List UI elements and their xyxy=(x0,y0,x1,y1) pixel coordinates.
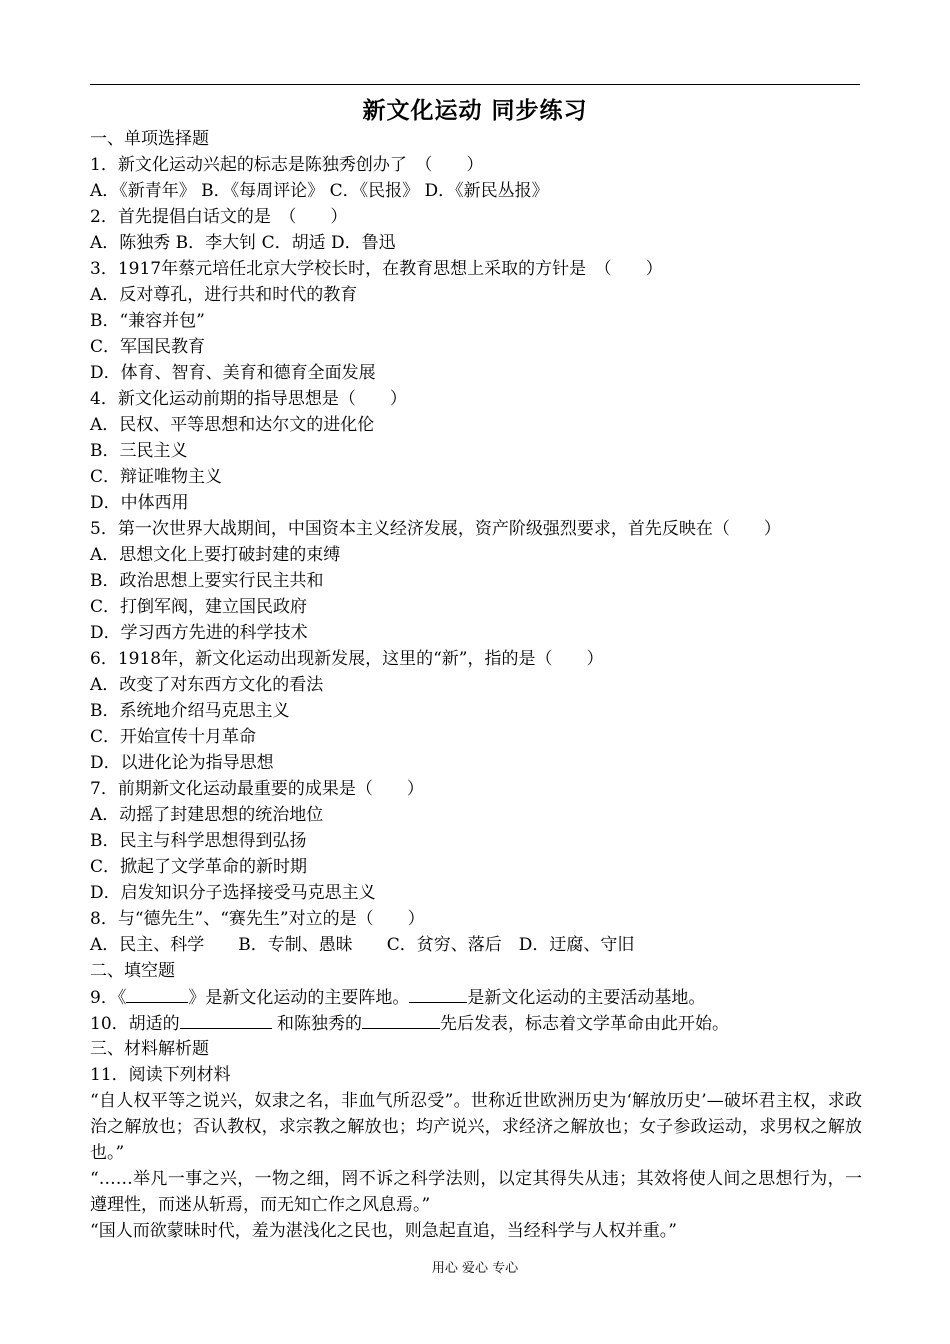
question-6-stem: 6．1918年，新文化运动出现新发展，这里的“新”，指的是（ ） xyxy=(90,649,604,669)
material-paragraph-1: “自人权平等之说兴，奴隶之名，非血气所忍受”。世称近世欧洲历史为‘解放历史’—破坏君主权，求政治之解放也；否认教权，求宗教之解放也；均产说兴，求经济之解放也；女子参政运动，求男权之解放也。” xyxy=(90,1091,862,1163)
question-3-option-c: C．军国民教育 xyxy=(90,337,206,357)
question-4-option-b: B．三民主义 xyxy=(90,441,188,461)
question-10 xyxy=(90,1010,862,1036)
question-1-options: A．《新青年》 B．《每周评论》 C．《民报》 D．《新民丛报》 xyxy=(90,181,549,201)
question-4-stem: 4．新文化运动前期的指导思想是（ ） xyxy=(90,389,407,409)
question-5-option-d: D．学习西方先进的科学技术 xyxy=(90,623,308,643)
question-6-option-a: A．改变了对东西方文化的看法 xyxy=(90,675,324,695)
question-9-text-a: 9．《 xyxy=(90,988,127,1008)
material-paragraph-2: “……举凡一事之兴，一物之细，罔不诉之科学法则，以定其得失从违；其效将使人间之思想行为，一遵理性，而迷从斩焉，而无知亡作之风息焉。” xyxy=(90,1169,862,1215)
document-body xyxy=(90,126,862,1244)
question-4-option-d: D．中体西用 xyxy=(90,493,189,513)
question-5-option-a: A．思想文化上要打破封建的束缚 xyxy=(90,545,341,565)
question-10-text-c: 先后发表，标志着文学革命由此开始。 xyxy=(440,1014,730,1034)
question-3-option-d: D．体育、智育、美育和德育全面发展 xyxy=(90,363,376,383)
question-9 xyxy=(90,984,862,1010)
question-2-stem: 2．首先提倡白话文的是 （ ） xyxy=(90,207,348,227)
question-4-option-a: A．民权、平等思想和达尔文的进化伦 xyxy=(90,415,375,435)
material-paragraph-3: “国人而欲蒙昧时代，羞为湛浅化之民也，则急起直追，当经科学与人权并重。” xyxy=(90,1221,677,1241)
question-7-stem: 7．前期新文化运动最重要的成果是（ ） xyxy=(90,779,424,799)
question-7-option-a: A．动摇了封建思想的统治地位 xyxy=(90,805,324,825)
question-9-text-c: 是新文化运动的主要活动基地。 xyxy=(467,988,706,1008)
question-7-option-b: B．民主与科学思想得到弘扬 xyxy=(90,831,307,851)
question-3-stem: 3．1917年蔡元培任北京大学校长时，在教育思想上采取的方针是 （ ） xyxy=(90,259,663,279)
question-10-text-a: 10．胡适的 xyxy=(90,1014,180,1034)
question-6-option-c: C．开始宣传十月革命 xyxy=(90,727,257,747)
page-title: 新文化运动 同步练习 xyxy=(362,98,588,124)
section-heading-single-choice: 一、单项选择题 xyxy=(90,129,209,149)
question-8-options: A．民主、科学 B．专制、愚昧 C．贫穷、落后 D．迂腐、守旧 xyxy=(90,935,635,955)
question-2-options: A．陈独秀 B．李大钊 C．胡适 D．鲁迅 xyxy=(90,233,396,253)
question-7-option-c: C．掀起了文学革命的新时期 xyxy=(90,857,308,877)
question-8-stem: 8．与“德先生”、“赛先生”对立的是（ ） xyxy=(90,909,425,929)
question-9-blank-2[interactable] xyxy=(409,984,467,1003)
question-10-text-b: 和陈独秀的 xyxy=(271,1014,363,1034)
question-3-option-a: A．反对尊孔，进行共和时代的教育 xyxy=(90,285,358,305)
question-7-option-d: D．启发知识分子选择接受马克思主义 xyxy=(90,883,376,903)
question-5-option-c: C．打倒军阀，建立国民政府 xyxy=(90,597,308,617)
question-1-stem: 1．新文化运动兴起的标志是陈独秀创办了 （ ） xyxy=(90,155,484,175)
question-3-option-b: B．“兼容并包” xyxy=(90,311,205,331)
section-heading-fill-blank: 二、填空题 xyxy=(90,961,175,981)
question-5-stem: 5．第一次世界大战期间，中国资本主义经济发展，资产阶级强烈要求，首先反映在（ ） xyxy=(90,519,781,539)
question-11-stem: 11．阅读下列材料 xyxy=(90,1065,231,1085)
question-5-option-b: B．政治思想上要实行民主共和 xyxy=(90,571,324,591)
section-heading-material: 三、材料解析题 xyxy=(90,1039,209,1059)
question-9-blank-1[interactable] xyxy=(126,984,188,1003)
page-footer: 用心 爱心 专心 xyxy=(431,1261,519,1276)
question-6-option-b: B．系统地介绍马克思主义 xyxy=(90,701,290,721)
question-10-blank-2[interactable] xyxy=(362,1010,440,1029)
question-10-blank-1[interactable] xyxy=(180,1010,272,1029)
question-9-text-b: 》是新文化运动的主要阵地。 xyxy=(188,988,410,1008)
header-rule xyxy=(90,84,860,85)
question-4-option-c: C．辩证唯物主义 xyxy=(90,467,223,487)
question-6-option-d: D．以进化论为指导思想 xyxy=(90,753,274,773)
